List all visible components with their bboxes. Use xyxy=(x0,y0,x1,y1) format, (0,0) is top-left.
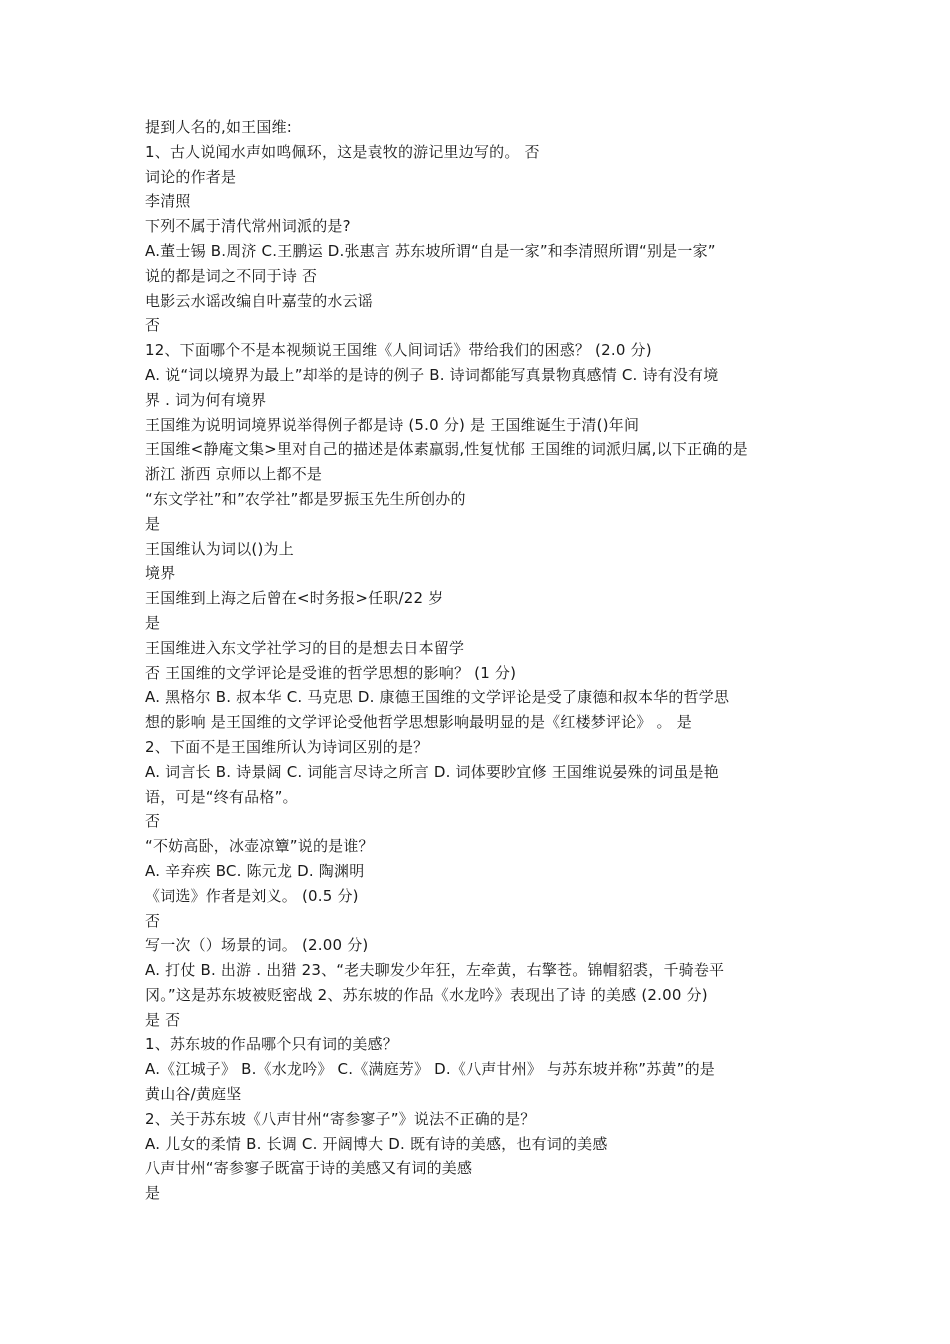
text-line: 是 xyxy=(145,613,161,632)
text-line: 想的影响 是王国维的文学评论受他哲学思想影响最明显的是《红楼梦评论》 。 是 xyxy=(145,713,692,732)
text-line: 2、下面不是王国维所认为诗词区别的是？ xyxy=(145,737,429,756)
text-line: A. 说“词以境界为最上”却举的是诗的例子 B. 诗词都能写真景物真感情 C. 诗有没有境 xyxy=(145,365,719,384)
text-line: 王国维<静庵文集>里对自己的描述是体素羸弱,性复忧郁 王国维的词派归属,以下正确的是 xyxy=(145,440,748,459)
text-line: 是 xyxy=(145,514,161,533)
text-line: A. 儿女的柔情 B. 长调 C. 开阔博大 D. 既有诗的美感，也有词的美感 xyxy=(145,1134,608,1153)
text-line: 李清照 xyxy=(145,192,191,211)
text-line: 2、关于苏东坡《八声甘州“寄参寥子”》说法不正确的是？ xyxy=(145,1109,536,1128)
text-line: “不妨高卧，冰壶凉簟”说的是谁？ xyxy=(145,837,374,856)
text-line: “东文学社”和”农学社”都是罗振玉先生所创办的 xyxy=(145,489,466,508)
text-line: 词论的作者是 xyxy=(145,167,237,186)
text-line: 否 xyxy=(145,812,161,831)
text-line: 否 王国维的文学评论是受谁的哲学思想的影响？ (1 分) xyxy=(145,663,517,682)
text-line: A.《江城子》 B.《水龙吟》 C.《满庭芳》 D.《八声甘州》 与苏东坡并称”苏黄”的是 xyxy=(145,1060,716,1079)
text-line: A. 黑格尔 B. 叔本华 C. 马克思 D. 康德王国维的文学评论是受了康德和叔本华的哲学思 xyxy=(145,688,730,707)
text-line: 境界 xyxy=(145,564,176,583)
text-line: 说的都是词之不同于诗 否 xyxy=(145,266,318,285)
text-line: 下列不属于清代常州词派的是? xyxy=(145,217,351,236)
text-line: 黄山谷/黄庭坚 xyxy=(145,1085,242,1104)
text-line: A. 辛弃疾 BC. 陈元龙 D. 陶渊明 xyxy=(145,861,365,880)
text-line: 王国维认为词以()为上 xyxy=(145,539,294,558)
text-line: 电影云水谣改编自叶嘉莹的水云谣 xyxy=(145,291,374,310)
text-line: 写一次（）场景的词。 (2.00 分) xyxy=(145,936,369,955)
text-line: 冈。”这是苏东坡被贬密战 2、苏东坡的作品《水龙吟》表现出了诗 的美感 (2.00 分) xyxy=(145,985,708,1004)
text-line: A.董士锡 B.周济 C.王鹏运 D.张惠言 苏东坡所谓“自是一家”和李清照所谓“别是一家” xyxy=(145,241,716,260)
text-line: 浙江 浙西 京师以上都不是 xyxy=(145,465,323,484)
text-line: 王国维到上海之后曾在<时务报>任职/22 岁 xyxy=(145,589,444,608)
text-line: A. 打仗 B. 出游 . 出猎 23、“老夫聊发少年狂，左牵黄，右擎苍。锦帽貂裘，千骑卷平 xyxy=(145,961,725,980)
text-line: 12、下面哪个不是本视频说王国维《人间词话》带给我们的困惑？ (2.0 分) xyxy=(145,341,652,360)
text-line: 《词选》作者是刘义。 (0.5 分) xyxy=(145,886,359,905)
text-line: 提到人名的,如王国维: xyxy=(145,118,293,136)
text-line: 1、苏东坡的作品哪个只有词的美感？ xyxy=(145,1035,398,1054)
text-line: 否 xyxy=(145,316,161,335)
text-line: 界 . 词为何有境界 xyxy=(145,390,267,409)
text-line: 是 否 xyxy=(145,1010,181,1029)
text-line: 否 xyxy=(145,911,161,930)
text-line: 王国维为说明词境界说举得例子都是诗 (5.0 分) 是 王国维诞生于清()年间 xyxy=(145,415,640,434)
text-line: 王国维进入东文学社学习的目的是想去日本留学 xyxy=(145,638,465,657)
text-line: 1、古人说闻水声如鸣佩环，这是袁牧的游记里边写的。 否 xyxy=(145,142,540,161)
document-body xyxy=(145,115,810,1206)
text-line: 是 xyxy=(145,1184,161,1203)
text-line: 语，可是“终有品格”。 xyxy=(145,787,298,806)
text-line: A. 词言长 B. 诗景阔 C. 词能言尽诗之所言 D. 词体要眇宜修 王国维说晏殊的词虽是艳 xyxy=(145,762,719,781)
text-line: 八声甘州“寄参寥子既富于诗的美感又有词的美感 xyxy=(145,1159,473,1178)
